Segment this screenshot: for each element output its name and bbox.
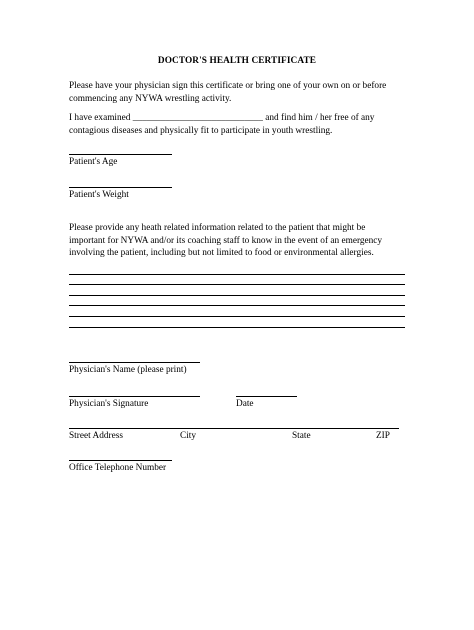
exam-text-start: I have examined: [69, 113, 131, 123]
exam-line-1: [69, 112, 409, 125]
health-info-paragraph: [69, 222, 409, 260]
physician-name-field[interactable]: [69, 362, 200, 363]
zip-label: ZIP: [376, 431, 390, 441]
date-field[interactable]: [236, 396, 297, 397]
health-info-line-1: Please provide any heath related information related to the patient that might be: [69, 223, 366, 233]
health-info-line[interactable]: [69, 327, 405, 328]
exam-paragraph: [69, 112, 409, 137]
date-label: Date: [236, 399, 254, 409]
exam-text-end: and find him / her free of any: [265, 113, 375, 123]
intro-line-1: Please have your physician sign this certificate or bring one of your own on or before: [69, 81, 387, 91]
patient-weight-field[interactable]: [69, 187, 172, 188]
intro-line-2: commencing any NYWA wrestling activity.: [69, 93, 232, 104]
street-address-label: Street Address: [69, 431, 123, 441]
document-title: DOCTOR'S HEALTH CERTIFICATE: [157, 56, 317, 66]
health-info-line[interactable]: [69, 274, 405, 275]
patient-age-label: Patient's Age: [69, 157, 118, 167]
physician-name-label: Physician's Name (please print): [69, 365, 187, 375]
physician-signature-label: Physician's Signature: [69, 399, 149, 409]
health-info-line[interactable]: [69, 295, 405, 296]
exam-line-2: contagious diseases and physically fit to participate in youth wrestling.: [69, 125, 333, 136]
patient-age-field[interactable]: [69, 154, 172, 155]
health-info-line-2: important for NYWA and/or its coaching staff to know in the event of an emergency: [69, 235, 383, 246]
examined-name-field[interactable]: ____________________________: [132, 113, 263, 123]
address-field[interactable]: [69, 428, 399, 429]
health-info-line[interactable]: [69, 284, 405, 285]
office-telephone-label: Office Telephone Number: [69, 463, 167, 473]
health-info-line-3: involving the patient, including but not limited to food or environmental allergies.: [69, 248, 374, 258]
health-info-line[interactable]: [69, 305, 405, 306]
city-label: City: [180, 431, 197, 441]
physician-signature-field[interactable]: [69, 396, 200, 397]
patient-weight-label: Patient's Weight: [69, 190, 129, 200]
office-telephone-field[interactable]: [69, 460, 172, 461]
health-info-line[interactable]: [69, 316, 405, 317]
intro-paragraph: [69, 80, 409, 105]
state-label: State: [292, 431, 311, 441]
